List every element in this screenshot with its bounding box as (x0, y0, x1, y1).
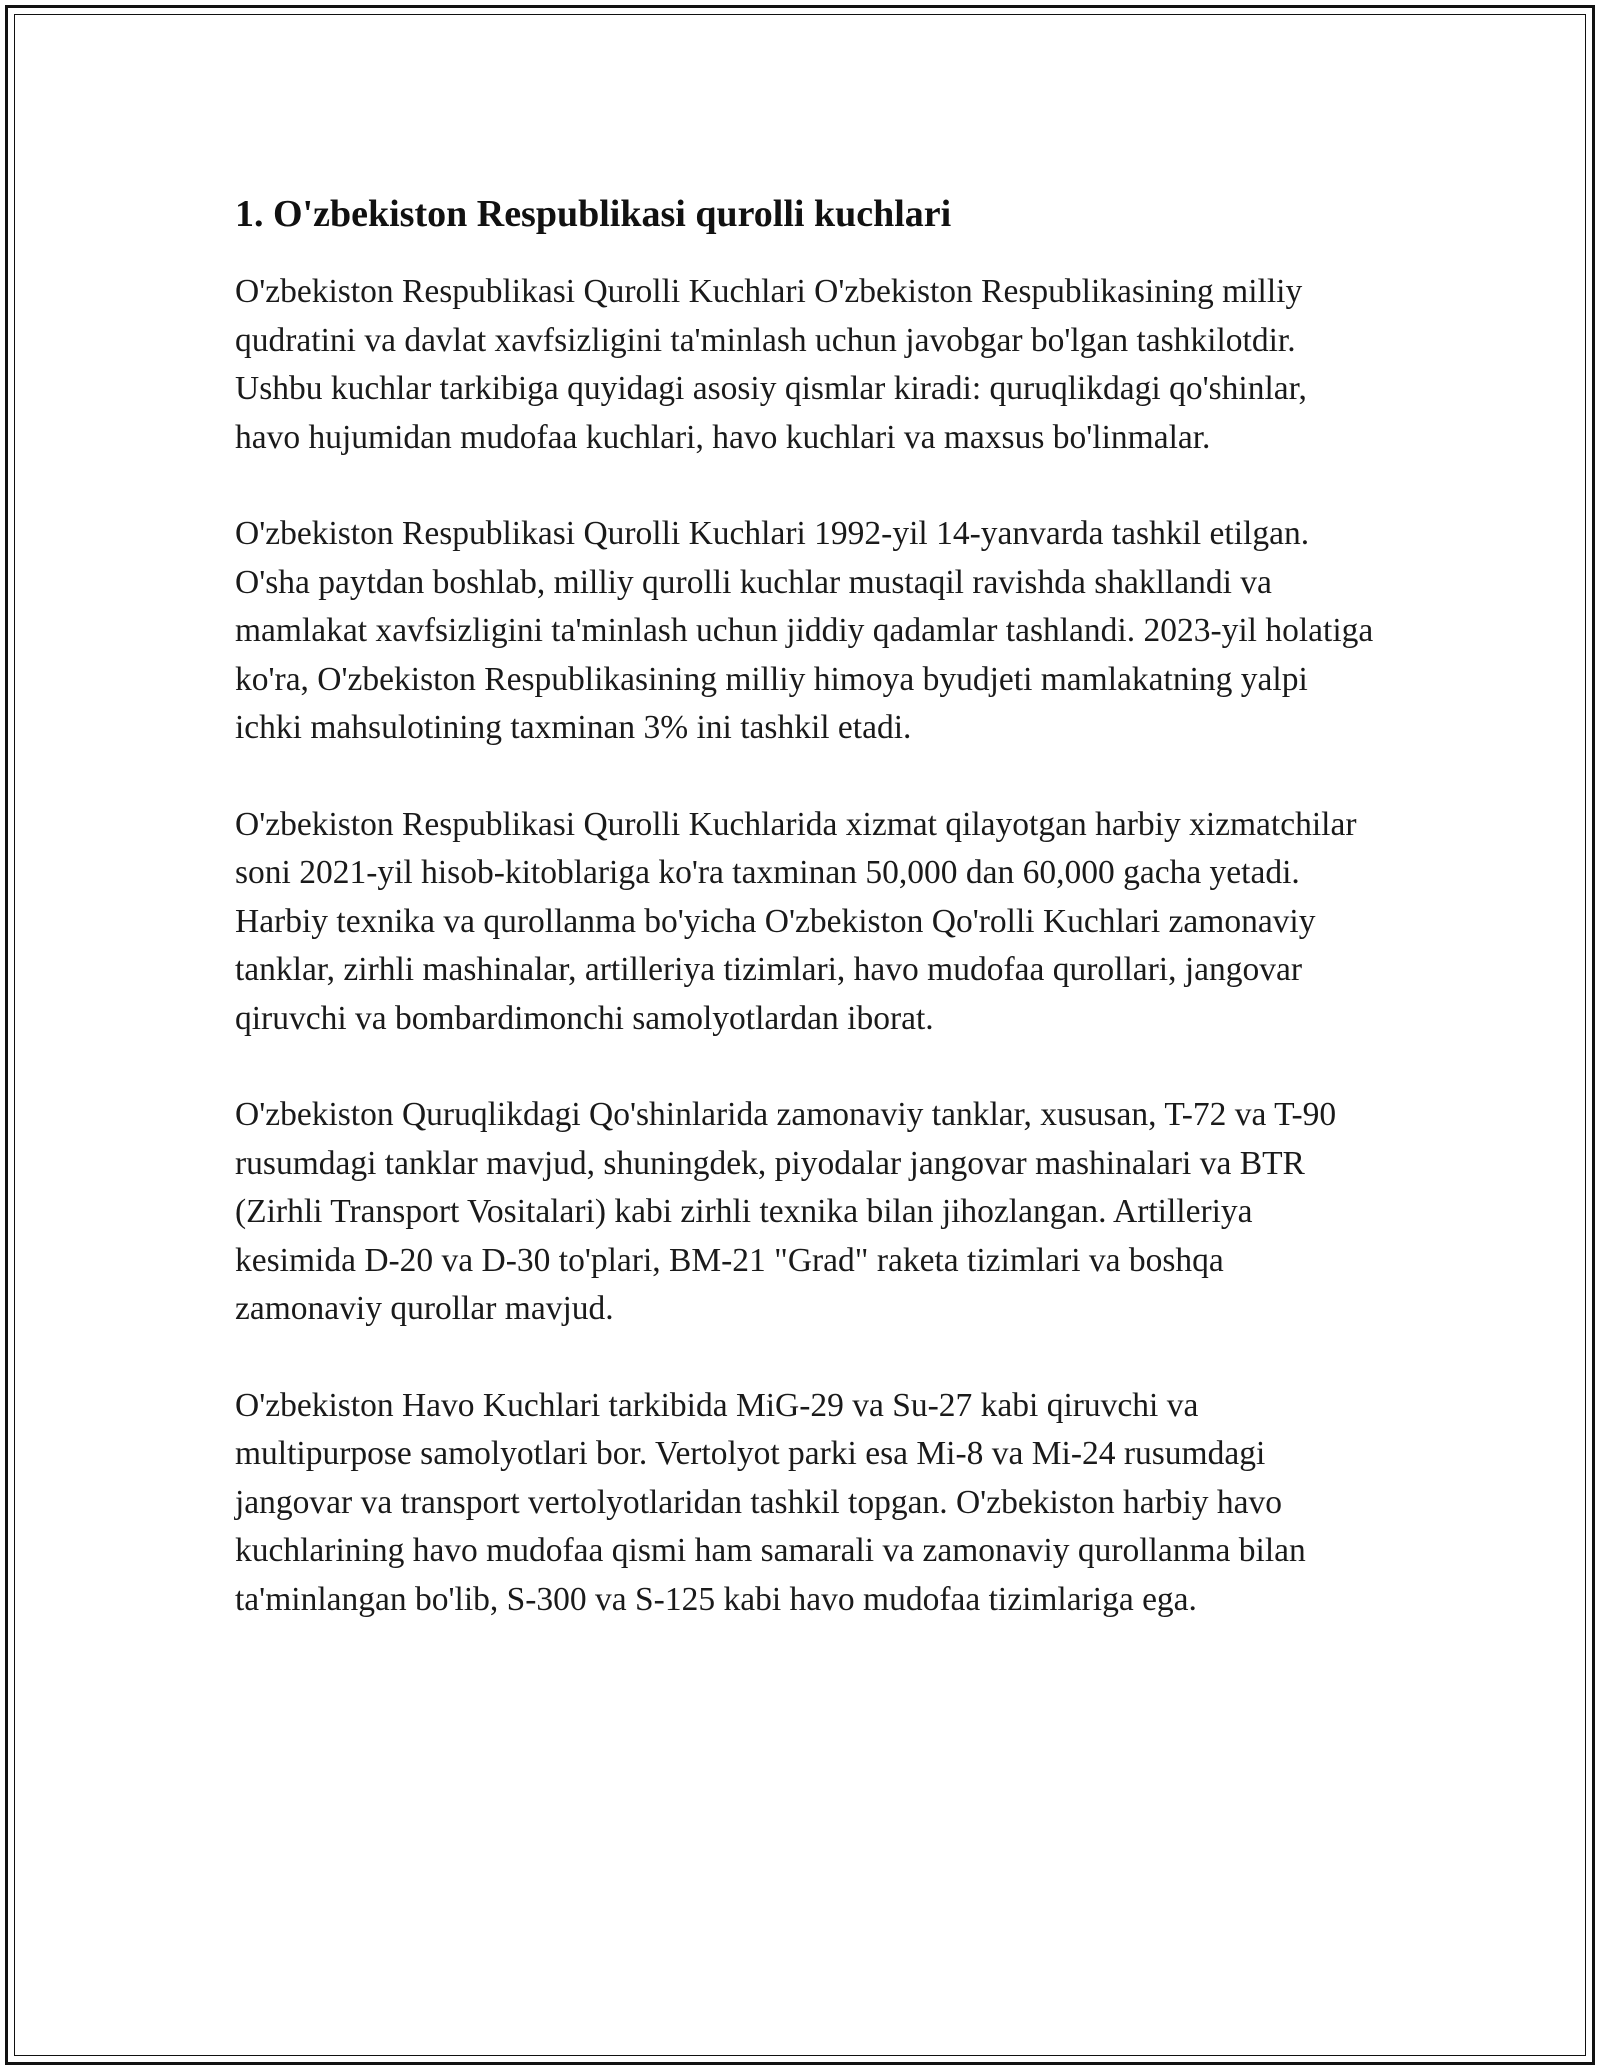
paragraph-history: O'zbekiston Respublikasi Qurolli Kuchlari 1992-yil 14-yanvarda tashkil etilgan. O'sha paytdan boshlab, milliy qurolli kuchlar mustaqil ravishda shakllandi va mamlakat xavfsizligini ta'minlash uchun jiddiy qadamlar tashlandi. 2023-yil holatiga ko'ra, O'zbekiston Respublikasining milliy himoya byudjeti mamlakatning yalpi ichki mahsulotining taxminan 3% ini tashkil etadi. (235, 515, 1374, 746)
paragraph-personnel: O'zbekiston Respublikasi Qurolli Kuchlarida xizmat qilayotgan harbiy xizmatchilar soni 2021-yil hisob-kitoblariga ko'ra taxminan 50,000 dan 60,000 gacha yetadi. Harbiy texnika va qurollanma bo'yicha O'zbekiston Qo'rolli Kuchlari zamonaviy tanklar, zirhli mashinalar, artilleriya tizimlari, havo mudofaa qurollari, jangovar qiruvchi va bombardimonchi samolyotlardan iborat. (235, 805, 1357, 1037)
section-title: 1. O'zbekiston Respublikasi qurolli kuchlari (235, 193, 952, 235)
paragraph-overview: O'zbekiston Respublikasi Qurolli Kuchlari O'zbekiston Respublikasining milliy qudratini va davlat xavfsizligini ta'minlash uchun javobgar bo'lgan tashkilotdir. Ushbu kuchlar tarkibiga quyidagi asosiy qismlar kiradi: quruqlikdagi qo'shinlar, havo hujumidan mudofaa kuchlari, havo kuchlari va maxsus bo'linmalar. (235, 273, 1307, 456)
document-body (235, 188, 1375, 1624)
paragraph-air-forces: O'zbekiston Havo Kuchlari tarkibida MiG-29 va Su-27 kabi qiruvchi va multipurpose samolyotlari bor. Vertolyot parki esa Mi-8 va Mi-24 rusumdagi jangovar va transport vertolyotlaridan tashkil topgan. O'zbekiston harbiy havo kuchlarining havo mudofaa qismi ham samarali va zamonaviy qurollanma bilan ta'minlangan bo'lib, S-300 va S-125 kabi havo mudofaa tizimlariga ega. (235, 1386, 1306, 1618)
paragraph-ground-forces: O'zbekiston Quruqlikdagi Qo'shinlarida zamonaviy tanklar, xususan, T-72 va T-90 rusumdagi tanklar mavjud, shuningdek, piyodalar jangovar mashinalari va BTR (Zirhli Transport Vositalari) kabi zirhli texnika bilan jihozlangan. Artilleriya kesimida D-20 va D-30 to'plari, BM-21 "Grad" raketa tizimlari va boshqa zamonaviy qurollar mavjud. (235, 1096, 1337, 1327)
